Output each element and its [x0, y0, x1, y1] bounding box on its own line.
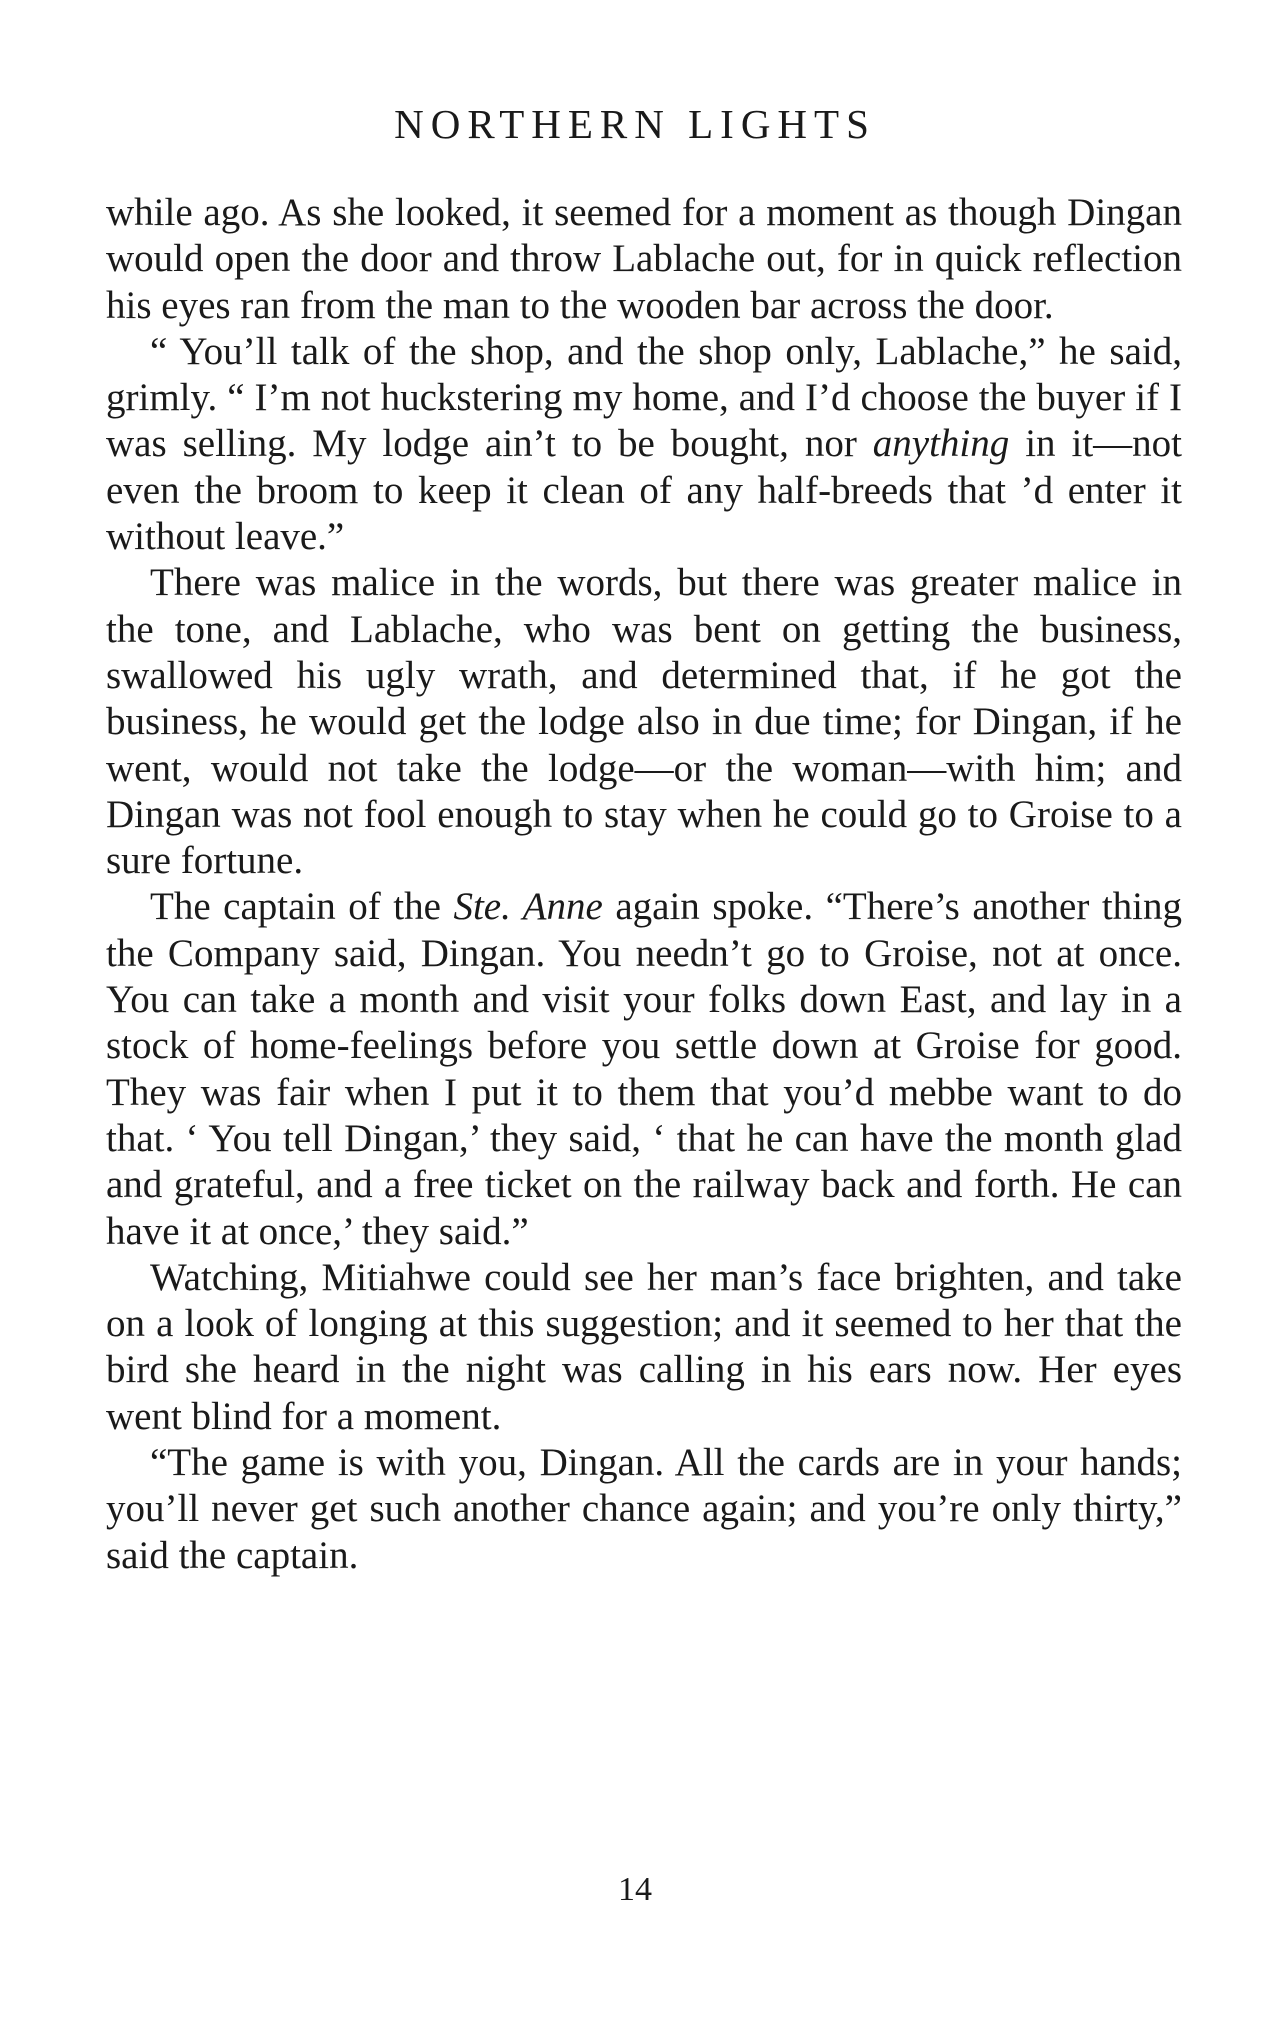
- paragraph-3-text: There was malice in the words, but there was greater malice in the tone, and Lablache, who was bent on getting the business, swallowed his ugly wrath, and determined that, if he got the business, he would get the lodge also in due time; for Dingan, if he went, would not take the lodge—or the woman—with him; and Dingan was not fool enough to stay when he could go to Groise to a sure fortune.: [106, 561, 1182, 883]
- paragraph-6: [106, 1440, 1182, 1579]
- paragraph-1: [106, 190, 1182, 329]
- paragraph-5: [106, 1255, 1182, 1440]
- paragraph-4-text-a: The captain of the: [150, 885, 454, 929]
- body-text: [106, 190, 1182, 1579]
- paragraph-2-text-b: in it—not even the broom to keep it clean of any half-breeds that ’d enter it without leave.”: [106, 422, 1182, 559]
- paragraph-5-text: Watching, Mitiahwe could see her man’s face brighten, and take on a look of longing at this suggestion; and it seemed to her that the bird she heard in the night was calling in his ears now. Her eyes went blind for a moment.: [106, 1255, 1182, 1438]
- page-number: 14: [618, 1871, 652, 1908]
- running-title: NORTHERN LIGHTS: [394, 101, 876, 147]
- paragraph-2-emphasis: anything: [872, 422, 1010, 466]
- paragraph-4: [106, 884, 1182, 1254]
- paragraph-4-text-b: again spoke. “There’s another thing the Company said, Dingan. You needn’t go to Groise, not at once. You can take a month and visit your folks down East, and lay in a stock of home-feelings before you settle down at Groise for good. They was fair when I put it to them that you’d mebbe want to do that. ‘ You tell Dingan,’ they said, ‘ that he can have the month glad and grateful, and a free ticket on the railway back and forth. He can have it at once,’ they said.”: [106, 885, 1183, 1253]
- paragraph-1-text: while ago. As she looked, it seemed for a moment as though Dingan would open the door and throw Lablache out, for in quick reflection his eyes ran from the man to the wooden bar across the door.: [106, 191, 1182, 327]
- ship-name: Ste. Anne: [453, 885, 603, 929]
- paragraph-3: [106, 560, 1182, 884]
- paragraph-2: [106, 329, 1182, 560]
- paragraph-6-text: “The game is with you, Dingan. All the cards are in your hands; you’ll never get such another chance again; and you’re only thirty,” said the captain.: [106, 1441, 1182, 1577]
- paragraph-2-text-a: “ You’ll talk of the shop, and the shop only, Lablache,” he said, grimly. “ I’m not huckstering my home, and I’d choose the buyer if I was selling. My lodge ain’t to be bought, nor: [106, 329, 1182, 466]
